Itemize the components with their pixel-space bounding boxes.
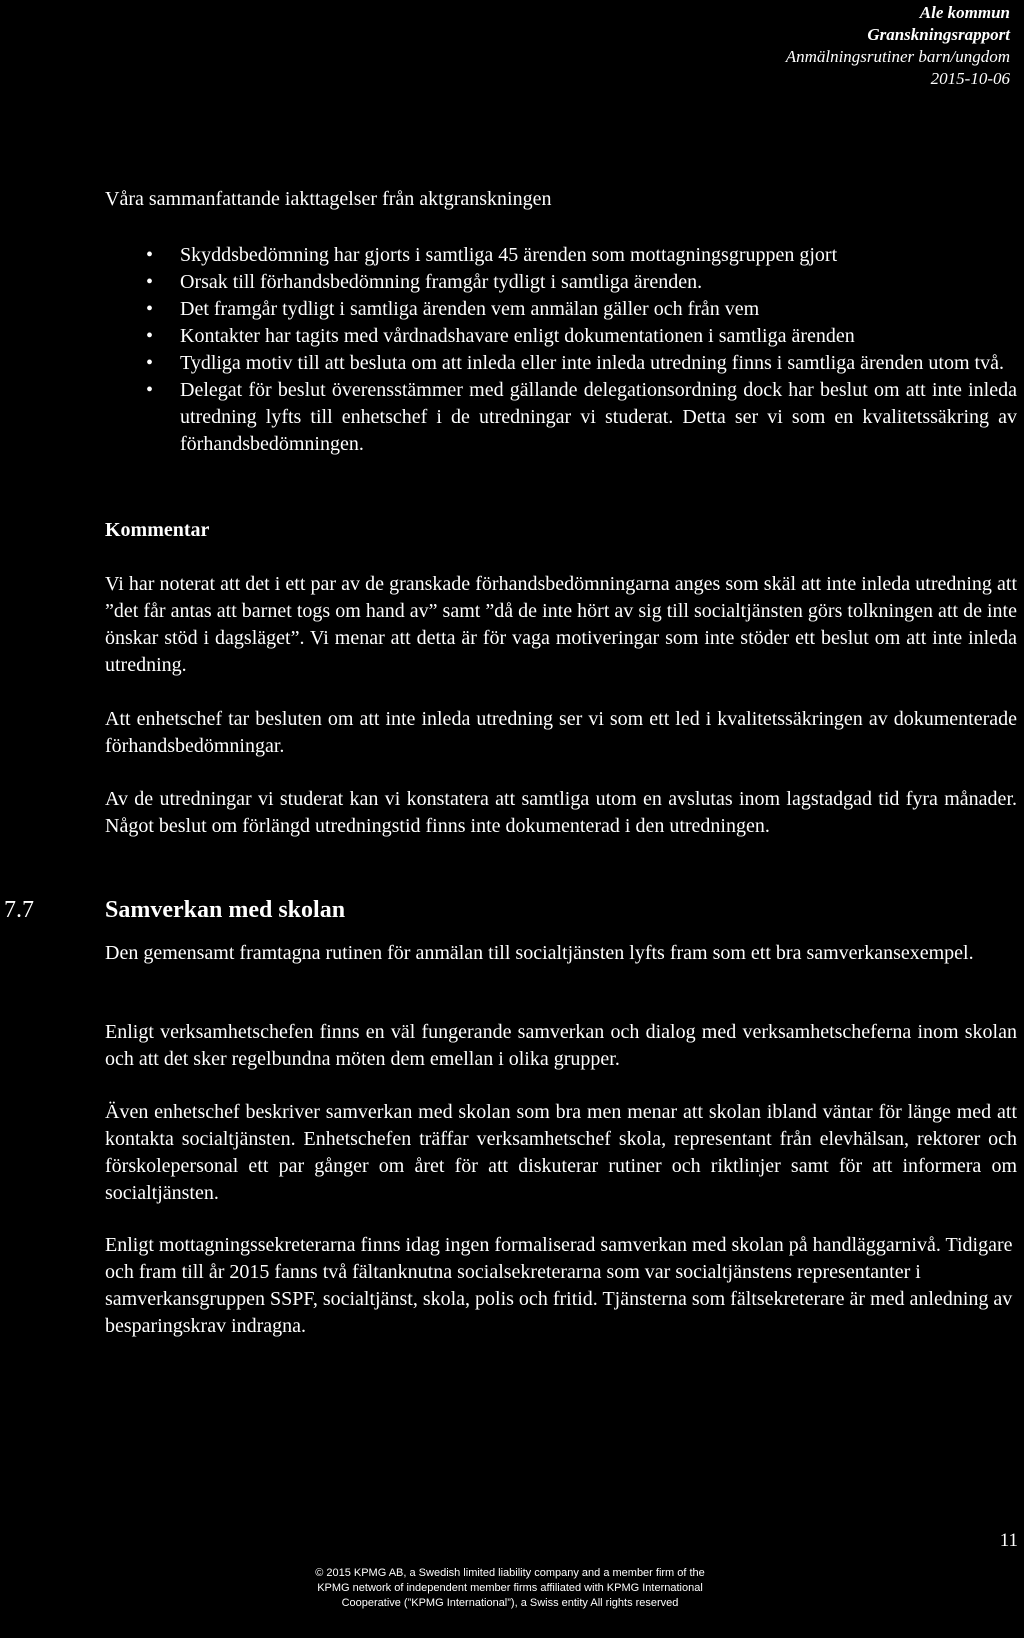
observations-heading — [105, 186, 1017, 213]
observations-heading-text: Våra sammanfattande iakttagelser från aktgranskningen — [105, 188, 552, 210]
list-item — [105, 242, 1017, 269]
section-number: 7.7 — [4, 897, 34, 923]
bullet-icon: • — [146, 244, 154, 266]
comment-paragraph-text: Att enhetschef tar besluten om att inte inleda utredning ser vi som ett led i kvalitetssäkringen av dokumenterade förhandsbedömningar. — [105, 708, 1017, 757]
section-paragraph-4 — [105, 1232, 1017, 1340]
section-paragraph-2 — [105, 1019, 1017, 1073]
section-paragraph-3 — [105, 1099, 1017, 1207]
list-item — [105, 350, 1017, 377]
list-item-text: Det framgår tydligt i samtliga ärenden vem anmälan gäller och från vem — [180, 298, 760, 320]
footer-line-3: Cooperative (”KPMG International”), a Swiss entity All rights reserved — [341, 1597, 679, 1609]
section-paragraph-text: Även enhetschef beskriver samverkan med skolan som bra men menar att skolan ibland väntar för länge med att kontakta socialtjänsten. Enhetschefen träffar verksamhetschef skola, representant från elevhälsan, rektorer och förskolepersonal ett par gånger om året för att diskuterar rutiner och riktlinjer samt för att informera om socialtjänsten. — [105, 1101, 1017, 1204]
comment-paragraph-3 — [105, 786, 1017, 840]
bullet-icon: • — [146, 352, 154, 374]
observations-list-container — [105, 242, 1017, 458]
bullet-icon: • — [146, 271, 154, 293]
list-item-text: Tydliga motiv till att besluta om att inleda eller inte inleda utredning finns i samtliga ärenden utom två. — [180, 352, 1004, 374]
observations-list — [105, 242, 1017, 458]
comment-paragraph-1 — [105, 571, 1017, 679]
list-item-text: Delegat för beslut överensstämmer med gällande delegationsordning dock har beslut om att inte inleda utredning lyfts till enhetschef i de utredningar vi studerat. Detta ser vi som en kvalitetssäkring av förhandsbedömningen. — [180, 379, 1017, 455]
footer-line-1: © 2015 KPMG AB, a Swedish limited liability company and a member firm of the — [315, 1567, 705, 1579]
comment-heading-text: Kommentar — [105, 519, 210, 541]
section-paragraph-text: Enligt mottagningssekreterarna finns idag ingen formaliserad samverkan med skolan på handläggarnivå. Tidigare och fram till år 2015 fanns två fältanknutna socialsekreterarna som var socialtjänstens representanter i samverkansgruppen SSPF, socialtjänst, skola, polis och fritid. Tjänsterna som fältsekreterare är med anledning av besparingskrav indragna. — [105, 1234, 1013, 1337]
footer-line-2: KPMG network of independent member firms affiliated with KPMG International — [317, 1582, 703, 1594]
comment-paragraph-2 — [105, 706, 1017, 760]
header-org: Ale kommun — [919, 3, 1010, 22]
header-date: 2015-10-06 — [930, 69, 1010, 88]
header-subject: Anmälningsrutiner barn/ungdom — [785, 47, 1010, 66]
page-header — [786, 2, 1010, 90]
list-item-text: Kontakter har tagits med vårdnadshavare enligt dokumentationen i samtliga ärenden — [180, 325, 855, 347]
comment-heading — [105, 517, 1017, 544]
list-item — [105, 323, 1017, 350]
section-title: Samverkan med skolan — [105, 897, 346, 923]
section-paragraph-text: Enligt verksamhetschefen finns en väl fungerande samverkan och dialog med verksamhetscheferna inom skolan och att det sker regelbundna möten dem emellan i olika grupper. — [105, 1021, 1017, 1070]
page-footer — [250, 1566, 770, 1611]
section-paragraph-1 — [105, 940, 1017, 967]
list-item-text: Skyddsbedömning har gjorts i samtliga 45 ärenden som mottagningsgruppen gjort — [180, 244, 838, 266]
header-report-type: Granskningsrapport — [867, 25, 1010, 44]
list-item — [105, 296, 1017, 323]
section-paragraph-text: Den gemensamt framtagna rutinen för anmälan till socialtjänsten lyfts fram som ett bra samverkansexempel. — [105, 942, 974, 964]
list-item — [105, 269, 1017, 296]
comment-paragraph-text: Vi har noterat att det i ett par av de granskade förhandsbedömningarna anges som skäl att inte inleda utredning att ”det får antas att barnet togs om hand av” samt ”då de inte hört av sig till socialtjänsten görs tolkningen att de inte önskar stöd i dagsläget”. Vi menar att detta är för vaga motiveringar som inte stöder ett beslut om att inte inleda utredning. — [105, 573, 1017, 676]
list-item-text: Orsak till förhandsbedömning framgår tydligt i samtliga ärenden. — [180, 271, 703, 293]
bullet-icon: • — [146, 379, 154, 401]
comment-paragraph-text: Av de utredningar vi studerat kan vi konstatera att samtliga utom en avslutas inom lagstadgad tid fyra månader. Något beslut om förlängd utredningstid finns inte dokumenterad i den utredningen. — [105, 788, 1017, 837]
bullet-icon: • — [146, 325, 154, 347]
list-item — [105, 377, 1017, 458]
page-number: 11 — [999, 1530, 1018, 1551]
bullet-icon: • — [146, 298, 154, 320]
